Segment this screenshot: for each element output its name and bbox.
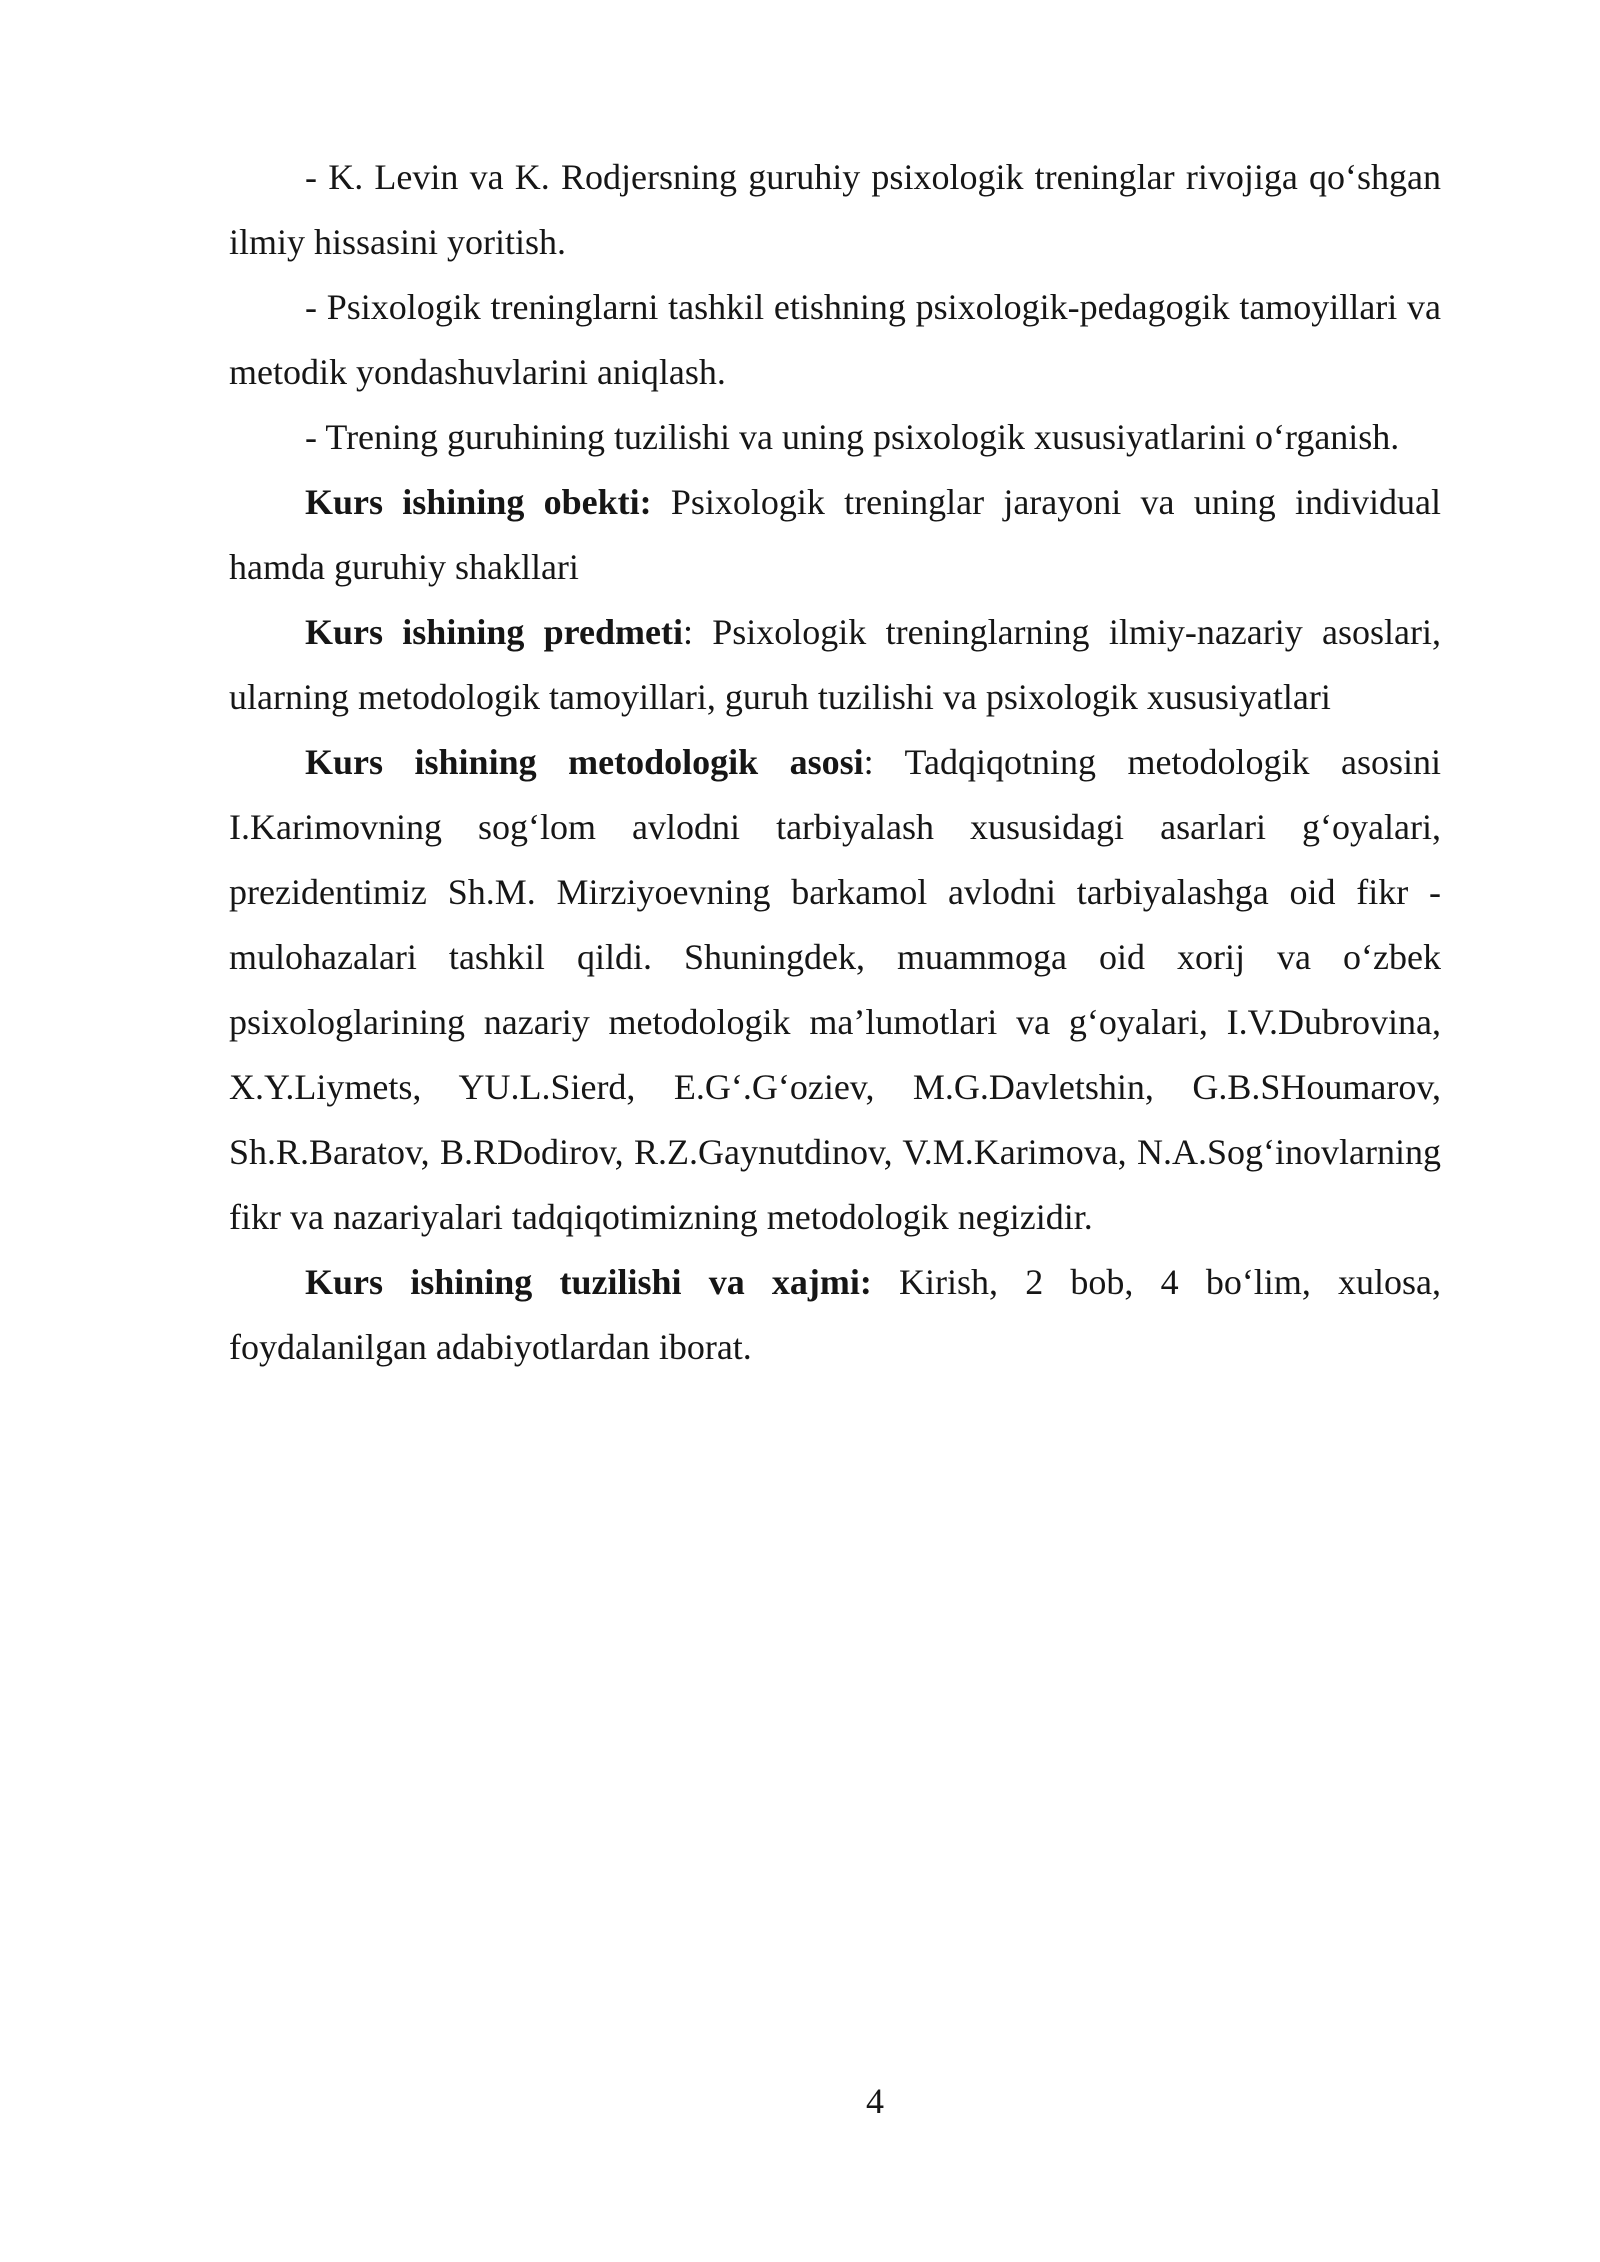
- methodology-label: Kurs ishining metodologik asosi: [305, 742, 864, 782]
- structure-text: Kirish, 2 bob, 4 bo‘lim, xulosa, foydalanilgan adabiyotlardan iborat.: [229, 1262, 1441, 1367]
- body-text: [229, 145, 1441, 1380]
- subject-text: : Psixologik treninglarning ilmiy-nazariy asoslari, ularning metodologik tamoyillari, guruh tuzilishi va psixologik xususiyatlari: [229, 612, 1442, 717]
- paragraph-goal-1: - K. Levin va K. Rodjersning guruhiy psixologik treninglar rivojiga qo‘shgan ilmiy hissasini yoritish.: [229, 157, 1441, 262]
- paragraph-object: [229, 470, 1441, 600]
- page-number: 4: [866, 2081, 884, 2121]
- paragraph-goal-3: - Trening guruhining tuzilishi va uning psixologik xususiyatlarini o‘rganish.: [305, 417, 1400, 457]
- object-text: Psixologik treninglar jarayoni va uning individual hamda guruhiy shakllari: [229, 482, 1441, 587]
- methodology-text: : Tadqiqotning metodologik asosini I.Karimovning sog‘lom avlodni tarbiyalash xususidagi asarlari g‘oyalari, prezidentimiz Sh.M. Mirziyoevning barkamol avlodni tarbiyalashga oid fikr -mulohazalari tashkil qildi. Shuningdek, muammoga oid xorij va o‘zbek psixologlarining nazariy metodologik ma’lumotlari va g‘oyalari, I.V.Dubrovina, X.Y.Liymets, YU.L.Sierd, E.G‘.G‘oziev, M.G.Davletshin, G.B.SHoumarov, Sh.R.Baratov, B.RDodirov, R.Z.Gaynutdinov, V.M.Karimova, N.A.Sog‘inovlarning fikr va nazariyalari tadqiqotimizning metodologik negizidir.: [229, 742, 1441, 1237]
- subject-label: Kurs ishining predmeti: [305, 612, 683, 652]
- paragraph-structure: [229, 1250, 1441, 1380]
- paragraph-goal-2: - Psixologik treninglarni tashkil etishning psixologik-pedagogik tamoyillari va metodik yondashuvlarini aniqlash.: [229, 287, 1441, 392]
- structure-label: Kurs ishining tuzilishi va xajmi:: [305, 1262, 872, 1302]
- object-label: Kurs ishining obekti:: [305, 482, 652, 522]
- paragraph-methodology: [229, 730, 1441, 1250]
- paragraph-subject: [229, 600, 1441, 730]
